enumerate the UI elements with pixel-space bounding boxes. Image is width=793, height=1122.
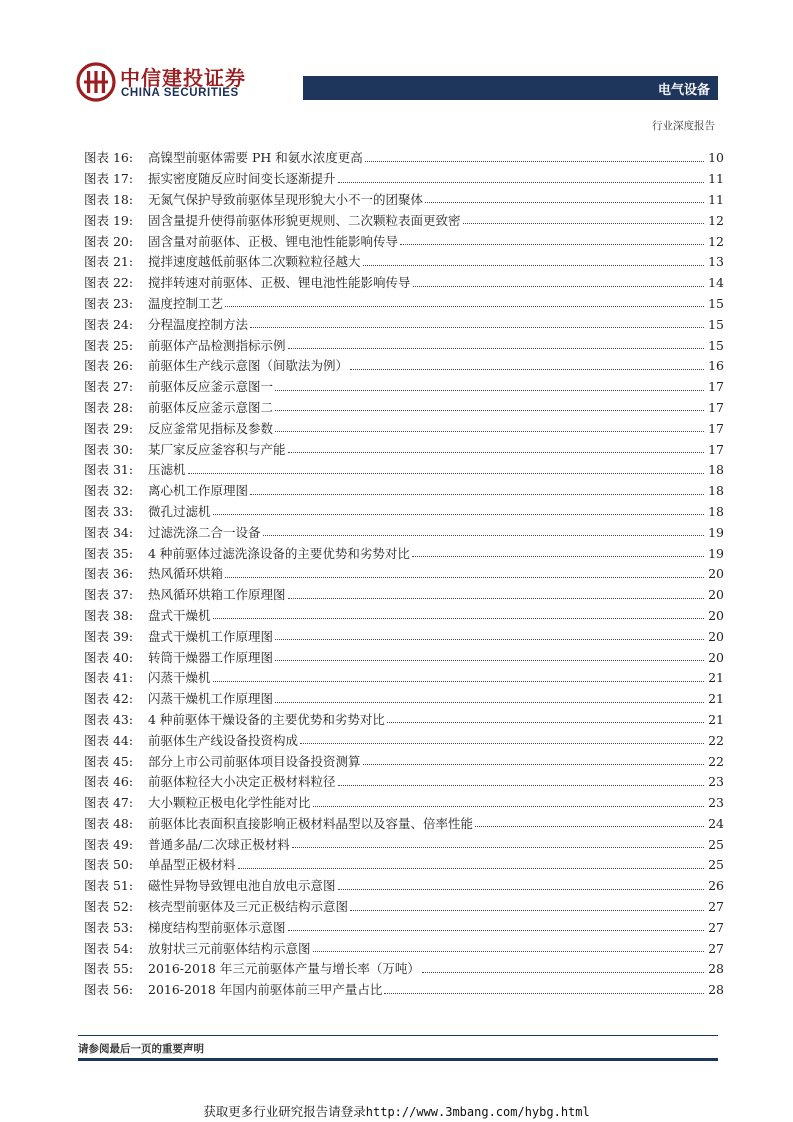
toc-figure-number: 图表 25: <box>84 337 134 353</box>
logo-chinese-name: 中信建投证券 <box>120 66 246 90</box>
toc-row[interactable] <box>84 210 724 231</box>
toc-page-number[interactable]: 25 <box>708 857 724 873</box>
toc-figure-number: 图表 34: <box>84 524 134 540</box>
toc-dot-leader <box>275 702 704 703</box>
toc-figure-number: 图表 44: <box>84 732 134 748</box>
toc-figure-title[interactable]: 微孔过滤机 <box>148 503 211 519</box>
sector-label: 电气设备 <box>657 83 710 98</box>
toc-figure-number: 图表 39: <box>84 628 134 644</box>
toc-row[interactable] <box>84 980 724 1001</box>
toc-figure-title[interactable]: 转筒干燥器工作原理图 <box>148 649 274 665</box>
toc-page-number[interactable]: 19 <box>708 545 724 561</box>
toc-page-number[interactable]: 19 <box>708 524 724 540</box>
toc-dot-leader <box>350 369 704 370</box>
toc-row[interactable] <box>84 252 724 273</box>
toc-dot-leader <box>300 743 704 744</box>
toc-dot-leader <box>425 202 704 203</box>
toc-figure-number: 图表 29: <box>84 420 134 436</box>
toc-figure-title[interactable]: 磁性异物导致锂电池自放电示意图 <box>148 878 336 894</box>
toc-row[interactable] <box>84 356 724 377</box>
toc-figure-title[interactable]: 前驱体比表面积直接影响正极材料晶型以及容量、倍率性能 <box>148 815 474 831</box>
toc-figure-title[interactable]: 2016-2018 年三元前驱体产量与增长率（万吨） <box>148 961 420 977</box>
toc-row[interactable] <box>84 564 724 585</box>
toc-row[interactable] <box>84 876 724 897</box>
toc-figure-title[interactable]: 闪蒸干燥机工作原理图 <box>148 691 274 707</box>
download-notice <box>0 1102 793 1120</box>
toc-figure-title[interactable]: 压滤机 <box>148 462 186 478</box>
toc-row[interactable] <box>84 522 724 543</box>
toc-dot-leader <box>313 951 704 952</box>
toc-page-number[interactable]: 22 <box>708 753 724 769</box>
toc-dot-leader <box>422 972 704 973</box>
toc-figure-number: 图表 50: <box>84 857 134 873</box>
toc-dot-leader <box>225 306 704 307</box>
toc-dot-leader <box>213 514 704 515</box>
download-text: 获取更多行业研究报告请登录 <box>203 1104 366 1119</box>
toc-figure-title[interactable]: 普通多晶/二次球正极材料 <box>148 836 290 852</box>
toc-row[interactable] <box>84 689 724 710</box>
toc-page-number[interactable]: 18 <box>708 462 724 478</box>
toc-row[interactable] <box>84 231 724 252</box>
toc-figure-title[interactable]: 温度控制工艺 <box>148 295 224 311</box>
toc-figure-title[interactable]: 前驱体生产线示意图（间歇法为例） <box>148 358 349 374</box>
toc-dot-leader <box>413 286 704 287</box>
toc-figure-title[interactable]: 部分上市公司前驱体项目设备投资测算 <box>148 753 361 769</box>
toc-figure-title[interactable]: 搅拌速度越低前驱体二次颗粒粒径越大 <box>148 254 361 270</box>
toc-row[interactable] <box>84 710 724 731</box>
toc-figure-title[interactable]: 无氮气保护导致前驱体呈现形貌大小不一的团聚体 <box>148 191 424 207</box>
toc-page-number[interactable]: 18 <box>708 503 724 519</box>
toc-dot-leader <box>400 244 704 245</box>
toc-figure-number: 图表 49: <box>84 836 134 852</box>
toc-figure-title[interactable]: 盘式干燥机工作原理图 <box>148 628 274 644</box>
toc-figure-title[interactable]: 搅拌转速对前驱体、正极、锂电池性能影响传导 <box>148 275 411 291</box>
figure-table-of-contents <box>84 148 724 1001</box>
toc-row[interactable] <box>84 897 724 918</box>
toc-figure-number: 图表 45: <box>84 753 134 769</box>
toc-page-number[interactable]: 16 <box>708 358 724 374</box>
toc-figure-number: 图表 33: <box>84 503 134 519</box>
toc-dot-leader <box>338 182 704 183</box>
download-link[interactable]: http://www.3mbang.com/hybg.html <box>365 1105 590 1119</box>
toc-figure-title[interactable]: 振实密度随反应时间变长逐渐提升 <box>148 171 336 187</box>
toc-row[interactable] <box>84 855 724 876</box>
toc-page-number[interactable]: 11 <box>708 191 724 207</box>
toc-dot-leader <box>350 910 704 911</box>
toc-dot-leader <box>475 826 704 827</box>
toc-figure-title[interactable]: 4 种前驱体过滤洗涤设备的主要优势和劣势对比 <box>148 545 410 561</box>
toc-row[interactable] <box>84 418 724 439</box>
toc-dot-leader <box>365 161 704 162</box>
toc-row[interactable] <box>84 377 724 398</box>
toc-dot-leader <box>213 618 704 619</box>
toc-page-number[interactable]: 12 <box>708 212 724 228</box>
toc-row[interactable] <box>84 751 724 772</box>
toc-figure-title[interactable]: 前驱体反应釜示意图二 <box>148 399 274 415</box>
toc-row[interactable] <box>84 793 724 814</box>
toc-row[interactable] <box>84 959 724 980</box>
toc-figure-number: 图表 52: <box>84 899 134 915</box>
toc-figure-number: 图表 37: <box>84 587 134 603</box>
toc-figure-number: 图表 32: <box>84 483 134 499</box>
logo-english-name: CHINA SECURITIES <box>121 87 239 99</box>
toc-dot-leader <box>363 265 704 266</box>
toc-dot-leader <box>387 722 704 723</box>
toc-figure-number: 图表 19: <box>84 212 134 228</box>
toc-row[interactable] <box>84 169 724 190</box>
toc-figure-title[interactable]: 固含量对前驱体、正极、锂电池性能影响传导 <box>148 233 399 249</box>
toc-page-number[interactable]: 17 <box>708 379 724 395</box>
toc-page-number[interactable]: 20 <box>708 607 724 623</box>
toc-figure-number: 图表 24: <box>84 316 134 332</box>
toc-row[interactable] <box>84 647 724 668</box>
toc-figure-title[interactable]: 某厂家反应釜容积与产能 <box>148 441 286 457</box>
toc-figure-title[interactable]: 4 种前驱体干燥设备的主要优势和劣势对比 <box>148 711 385 727</box>
toc-figure-number: 图表 16: <box>84 150 134 166</box>
toc-figure-number: 图表 21: <box>84 254 134 270</box>
toc-figure-number: 图表 40: <box>84 649 134 665</box>
toc-page-number[interactable]: 20 <box>708 566 724 582</box>
toc-figure-title[interactable]: 放射状三元前驱体结构示意图 <box>148 940 311 956</box>
toc-page-number[interactable]: 20 <box>708 649 724 665</box>
toc-figure-number: 图表 43: <box>84 711 134 727</box>
toc-dot-leader <box>275 410 704 411</box>
toc-dot-leader <box>288 452 704 453</box>
toc-figure-number: 图表 30: <box>84 441 134 457</box>
disclaimer-note: 请参阅最后一页的重要声明 <box>78 1043 204 1055</box>
toc-figure-title[interactable]: 离心机工作原理图 <box>148 483 249 499</box>
toc-dot-leader <box>250 327 704 328</box>
toc-dot-leader <box>188 473 704 474</box>
toc-row[interactable] <box>84 190 724 211</box>
toc-figure-title[interactable]: 2016-2018 年国内前驱体前三甲产量占比 <box>148 982 383 998</box>
toc-page-number[interactable]: 26 <box>708 878 724 894</box>
toc-figure-number: 图表 26: <box>84 358 134 374</box>
toc-row[interactable] <box>84 148 724 169</box>
company-logo <box>76 62 256 102</box>
toc-figure-number: 图表 48: <box>84 815 134 831</box>
toc-dot-leader <box>250 494 704 495</box>
footer-divider-thick <box>78 1058 718 1061</box>
toc-figure-number: 图表 41: <box>84 670 134 686</box>
toc-row[interactable] <box>84 314 724 335</box>
toc-page-number[interactable]: 17 <box>708 441 724 457</box>
toc-row[interactable] <box>84 606 724 627</box>
toc-figure-title[interactable]: 单晶型正极材料 <box>148 857 236 873</box>
toc-figure-number: 图表 23: <box>84 295 134 311</box>
toc-page-number[interactable]: 17 <box>708 420 724 436</box>
toc-page-number[interactable]: 17 <box>708 399 724 415</box>
toc-dot-leader <box>463 223 704 224</box>
toc-page-number[interactable]: 28 <box>708 982 724 998</box>
toc-figure-title[interactable]: 核壳型前驱体及三元正极结构示意图 <box>148 899 349 915</box>
toc-figure-number: 图表 42: <box>84 691 134 707</box>
toc-dot-leader <box>225 577 704 578</box>
toc-row[interactable] <box>84 439 724 460</box>
toc-dot-leader <box>213 681 704 682</box>
toc-row[interactable] <box>84 543 724 564</box>
toc-figure-number: 图表 38: <box>84 607 134 623</box>
toc-figure-number: 图表 47: <box>84 795 134 811</box>
toc-figure-number: 图表 56: <box>84 982 134 998</box>
toc-figure-title[interactable]: 热风循环烘箱工作原理图 <box>148 587 286 603</box>
toc-figure-number: 图表 46: <box>84 774 134 790</box>
toc-row[interactable] <box>84 730 724 751</box>
toc-figure-number: 图表 17: <box>84 171 134 187</box>
toc-figure-number: 图表 54: <box>84 940 134 956</box>
toc-figure-title[interactable]: 反应釜常见指标及参数 <box>148 420 274 436</box>
toc-figure-title[interactable]: 热风循环烘箱 <box>148 566 224 582</box>
footer-divider-thin <box>78 1035 718 1036</box>
toc-figure-number: 图表 35: <box>84 545 134 561</box>
toc-page-number[interactable]: 21 <box>708 691 724 707</box>
toc-row[interactable] <box>84 626 724 647</box>
toc-page-number[interactable]: 12 <box>708 233 724 249</box>
toc-dot-leader <box>275 431 704 432</box>
toc-page-number[interactable]: 24 <box>708 815 724 831</box>
toc-dot-leader <box>288 930 704 931</box>
toc-row[interactable] <box>84 335 724 356</box>
toc-figure-number: 图表 36: <box>84 566 134 582</box>
toc-figure-title[interactable]: 大小颗粒正极电化学性能对比 <box>148 795 311 811</box>
toc-page-number[interactable]: 10 <box>708 150 724 166</box>
toc-figure-title[interactable]: 前驱体反应釜示意图一 <box>148 379 274 395</box>
toc-dot-leader <box>238 868 704 869</box>
toc-figure-number: 图表 22: <box>84 275 134 291</box>
toc-dot-leader <box>275 390 704 391</box>
toc-page-number[interactable]: 21 <box>708 670 724 686</box>
toc-page-number[interactable]: 15 <box>708 316 724 332</box>
toc-page-number[interactable]: 18 <box>708 483 724 499</box>
toc-row[interactable] <box>84 834 724 855</box>
toc-row[interactable] <box>84 938 724 959</box>
sector-header-bar <box>303 76 718 100</box>
toc-figure-title[interactable]: 前驱体生产线设备投资构成 <box>148 732 299 748</box>
toc-page-number[interactable]: 28 <box>708 961 724 977</box>
toc-figure-number: 图表 18: <box>84 191 134 207</box>
toc-figure-title[interactable]: 分程温度控制方法 <box>148 316 249 332</box>
toc-page-number[interactable]: 21 <box>708 711 724 727</box>
toc-page-number[interactable]: 27 <box>708 940 724 956</box>
toc-page-number[interactable]: 20 <box>708 628 724 644</box>
toc-figure-title[interactable]: 盘式干燥机 <box>148 607 211 623</box>
toc-dot-leader <box>292 847 704 848</box>
toc-row[interactable] <box>84 398 724 419</box>
toc-figure-title[interactable]: 固含量提升使得前驱体形貌更规则、二次颗粒表面更致密 <box>148 212 461 228</box>
toc-figure-title[interactable]: 梯度结构型前驱体示意图 <box>148 919 286 935</box>
toc-dot-leader <box>275 660 704 661</box>
toc-row[interactable] <box>84 814 724 835</box>
toc-page-number[interactable]: 22 <box>708 732 724 748</box>
toc-page-number[interactable]: 23 <box>708 774 724 790</box>
toc-figure-title[interactable]: 过滤洗涤二合一设备 <box>148 524 261 540</box>
toc-dot-leader <box>338 785 704 786</box>
toc-dot-leader <box>313 806 704 807</box>
toc-dot-leader <box>338 889 704 890</box>
toc-figure-number: 图表 31: <box>84 462 134 478</box>
toc-page-number[interactable]: 15 <box>708 337 724 353</box>
toc-row[interactable] <box>84 460 724 481</box>
toc-page-number[interactable]: 11 <box>708 171 724 187</box>
toc-row[interactable] <box>84 273 724 294</box>
toc-row[interactable] <box>84 481 724 502</box>
toc-row[interactable] <box>84 917 724 938</box>
toc-page-number[interactable]: 20 <box>708 587 724 603</box>
toc-row[interactable] <box>84 585 724 606</box>
toc-dot-leader <box>384 993 704 994</box>
toc-page-number[interactable]: 27 <box>708 899 724 915</box>
toc-row[interactable] <box>84 772 724 793</box>
toc-figure-number: 图表 53: <box>84 919 134 935</box>
toc-dot-leader <box>288 348 704 349</box>
report-type-label: 行业深度报告 <box>652 120 715 132</box>
toc-page-number[interactable]: 15 <box>708 295 724 311</box>
toc-dot-leader <box>288 598 704 599</box>
toc-figure-title[interactable]: 高镍型前驱体需要 PH 和氨水浓度更高 <box>148 150 363 166</box>
toc-page-number[interactable]: 23 <box>708 795 724 811</box>
toc-dot-leader <box>412 556 704 557</box>
toc-figure-number: 图表 20: <box>84 233 134 249</box>
toc-figure-number: 图表 27: <box>84 379 134 395</box>
toc-page-number[interactable]: 27 <box>708 919 724 935</box>
toc-dot-leader <box>263 535 704 536</box>
toc-figure-title[interactable]: 闪蒸干燥机 <box>148 670 211 686</box>
toc-figure-number: 图表 51: <box>84 878 134 894</box>
toc-row[interactable] <box>84 294 724 315</box>
toc-page-number[interactable]: 25 <box>708 836 724 852</box>
toc-page-number[interactable]: 14 <box>708 275 724 291</box>
toc-row[interactable] <box>84 668 724 689</box>
china-securities-emblem-icon <box>76 62 116 102</box>
toc-dot-leader <box>363 764 704 765</box>
toc-row[interactable] <box>84 502 724 523</box>
toc-figure-title[interactable]: 前驱体粒径大小决定正极材料粒径 <box>148 774 336 790</box>
toc-dot-leader <box>275 639 704 640</box>
toc-figure-title[interactable]: 前驱体产品检测指标示例 <box>148 337 286 353</box>
toc-page-number[interactable]: 13 <box>708 254 724 270</box>
toc-figure-number: 图表 55: <box>84 961 134 977</box>
toc-figure-number: 图表 28: <box>84 399 134 415</box>
